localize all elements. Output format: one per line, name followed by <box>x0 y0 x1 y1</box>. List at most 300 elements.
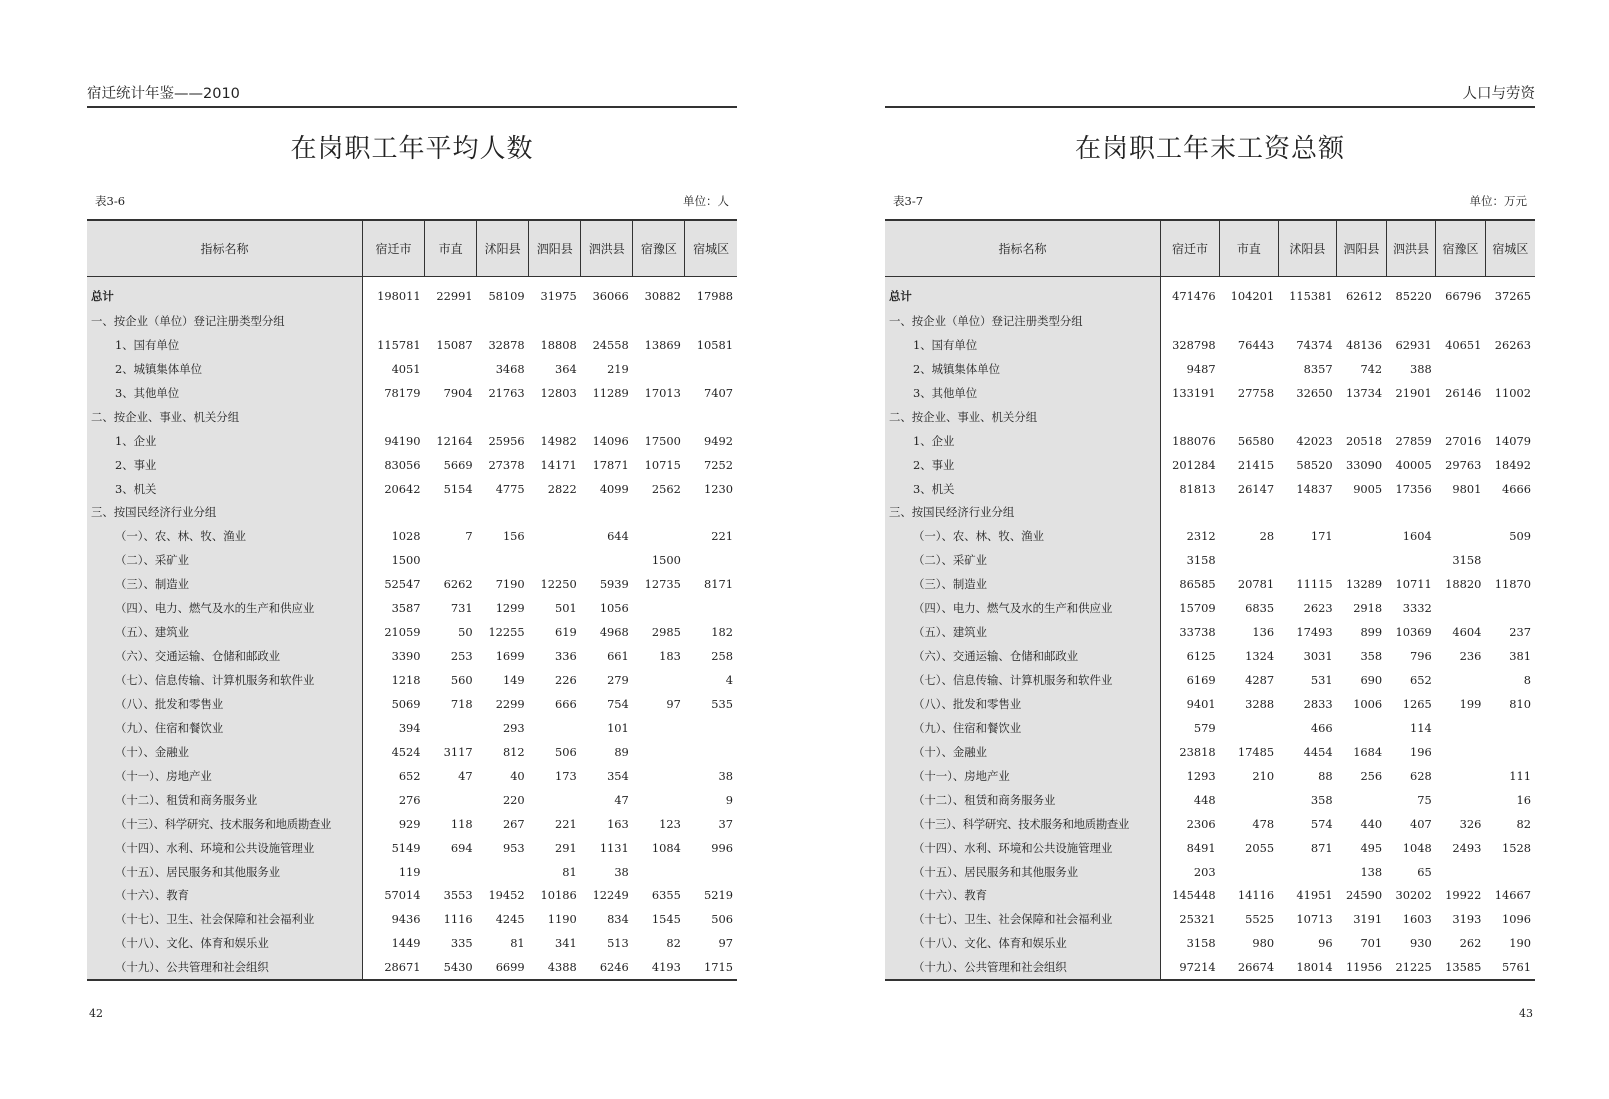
table-cell: 12803 <box>540 385 577 400</box>
table-cell: 163 <box>607 816 629 831</box>
table-cell <box>425 548 477 572</box>
table-cell: 13289 <box>1345 577 1383 592</box>
row-label: （十七）、卫生、社会保障和社会福利业 <box>87 907 363 931</box>
table-cell: 17356 <box>1395 481 1432 496</box>
table-cell: 4 <box>725 673 733 688</box>
table-cell: 81813 <box>1179 481 1216 496</box>
table-cell: 20781 <box>1237 577 1275 592</box>
table-cell <box>685 596 737 620</box>
row-label: （十）、金融业 <box>87 740 363 764</box>
table-cell: 11956 <box>1337 955 1387 980</box>
table-cell: 560 <box>450 673 473 688</box>
table-cell: 19922 <box>1445 888 1482 903</box>
row-label: （九）、住宿和餐饮业 <box>885 716 1161 740</box>
table-cell: 731 <box>450 601 473 616</box>
table-cell: 25956 <box>488 433 525 448</box>
table-cell: 328798 <box>1172 337 1216 352</box>
table-cell: 24590 <box>1345 888 1383 903</box>
table-cell <box>1436 860 1486 884</box>
table-cell: 276 <box>398 792 421 807</box>
table-cell: 221 <box>555 816 577 831</box>
table-cell: 27378 <box>488 457 525 472</box>
table-cell: 11289 <box>592 385 629 400</box>
table-row <box>885 620 1535 644</box>
table-cell: 182 <box>711 625 733 640</box>
row-label: （二）、采矿业 <box>885 548 1161 572</box>
row-label: 总计 <box>885 277 1161 310</box>
column-header: 市直 <box>425 220 477 277</box>
row-label: （七）、信息传输、计算机服务和软件业 <box>87 668 363 692</box>
table-cell <box>633 357 685 381</box>
table-cell: 3191 <box>1353 912 1383 927</box>
table-cell: 8 <box>1523 673 1531 688</box>
table-cell: 929 <box>398 816 421 831</box>
table-cell: 33090 <box>1345 457 1383 472</box>
row-label: （八）、批发和零售业 <box>87 692 363 716</box>
table-cell: 1265 <box>1402 696 1432 711</box>
table-cell: 5430 <box>425 955 477 980</box>
table-cell: 466 <box>1310 720 1333 735</box>
row-label: （十六）、教育 <box>87 884 363 908</box>
row-label: 2、事业 <box>885 453 1161 477</box>
table-cell: 6246 <box>581 955 633 980</box>
table-cell: 3587 <box>391 601 421 616</box>
table-cell <box>363 309 425 333</box>
table-cell: 9 <box>725 792 733 807</box>
table-cell: 10186 <box>540 888 577 903</box>
table-cell <box>477 309 529 333</box>
table-cell <box>363 501 425 525</box>
table-cell <box>685 405 737 429</box>
table-cell: 718 <box>450 696 473 711</box>
table-row <box>885 501 1535 525</box>
row-label: 3、其他单位 <box>885 381 1161 405</box>
row-label: （十七）、卫生、社会保障和社会福利业 <box>885 907 1161 931</box>
table-cell: 14171 <box>540 457 577 472</box>
table-cell <box>1485 309 1535 333</box>
table-cell: 388 <box>1410 361 1432 376</box>
table-cell: 1299 <box>495 601 525 616</box>
table-cell: 123 <box>659 816 681 831</box>
table-row <box>87 620 737 644</box>
running-head-text: 人口与劳资 <box>1462 86 1535 102</box>
table-cell <box>363 405 425 429</box>
table-cell: 78179 <box>384 385 421 400</box>
row-label: （三）、制造业 <box>885 572 1161 596</box>
table-cell: 81 <box>510 936 525 951</box>
table-row <box>885 884 1535 908</box>
table-cell: 10715 <box>644 457 681 472</box>
table-row <box>87 572 737 596</box>
row-label: 二、按企业、事业、机关分组 <box>885 405 1161 429</box>
table-cell: 37 <box>718 816 733 831</box>
table-cell: 81 <box>562 864 577 879</box>
table-cell <box>633 788 685 812</box>
table-cell: 26263 <box>1494 337 1531 352</box>
table-cell: 58109 <box>488 289 525 303</box>
table-cell: 82 <box>1516 816 1531 831</box>
row-label: 一、按企业（单位）登记注册类型分组 <box>885 309 1161 333</box>
table-cell: 11002 <box>1494 385 1531 400</box>
table-cell <box>1220 860 1279 884</box>
table-cell: 4454 <box>1303 744 1333 759</box>
table-cell: 1218 <box>391 673 421 688</box>
table-cell: 14116 <box>1237 888 1275 903</box>
table-cell: 364 <box>555 361 577 376</box>
table-cell: 220 <box>502 792 525 807</box>
table-cell <box>1220 716 1279 740</box>
table-cell <box>425 357 477 381</box>
table-cell: 574 <box>1310 816 1333 831</box>
table-cell: 899 <box>1360 625 1383 640</box>
table-cell: 5219 <box>704 888 733 903</box>
table-cell: 75 <box>1417 792 1432 807</box>
table-cell <box>1436 668 1486 692</box>
table-cell: 7904 <box>443 385 473 400</box>
table-cell: 1500 <box>651 553 681 568</box>
table-cell: 18808 <box>540 337 577 352</box>
table-cell: 701 <box>1360 936 1383 951</box>
row-label: 1、企业 <box>87 429 363 453</box>
table-cell <box>529 501 581 525</box>
table-row <box>885 596 1535 620</box>
table-row <box>87 548 737 572</box>
table-cell <box>529 548 581 572</box>
table-cell <box>1485 716 1535 740</box>
table-cell: 535 <box>711 696 733 711</box>
table-cell: 48136 <box>1345 337 1383 352</box>
table-cell: 953 <box>502 840 525 855</box>
row-label: 1、国有单位 <box>87 333 363 357</box>
table-cell <box>529 405 581 429</box>
table-cell: 7190 <box>495 577 525 592</box>
table-row <box>885 572 1535 596</box>
table-cell <box>581 309 633 333</box>
table-cell <box>425 309 477 333</box>
table-cell: 12250 <box>540 577 577 592</box>
page-number: 43 <box>1519 1007 1533 1020</box>
row-label: （五）、建筑业 <box>87 620 363 644</box>
table-cell: 40651 <box>1445 337 1482 352</box>
table-cell: 4666 <box>1502 481 1531 496</box>
table-cell: 336 <box>555 649 577 664</box>
table-cell: 258 <box>711 649 733 664</box>
table-cell: 262 <box>1459 936 1482 951</box>
table-cell: 133191 <box>1172 385 1216 400</box>
table-cell: 1293 <box>1186 768 1216 783</box>
table-cell: 8357 <box>1303 361 1333 376</box>
table-cell: 21415 <box>1237 457 1275 472</box>
table-cell: 30202 <box>1395 888 1432 903</box>
table-row <box>87 668 737 692</box>
table-row <box>87 692 737 716</box>
table-cell <box>477 548 529 572</box>
table-cell <box>477 501 529 525</box>
table-cell: 531 <box>1310 673 1333 688</box>
table-cell: 20518 <box>1345 433 1383 448</box>
table-cell: 4287 <box>1245 673 1275 688</box>
table-cell: 506 <box>555 744 577 759</box>
table-cell: 796 <box>1410 649 1432 664</box>
column-header: 指标名称 <box>885 220 1161 277</box>
table-cell: 3031 <box>1303 649 1333 664</box>
table-cell: 1545 <box>651 912 681 927</box>
table-row <box>87 884 737 908</box>
table-cell <box>425 501 477 525</box>
table-cell: 21225 <box>1386 955 1436 980</box>
table-cell: 6125 <box>1186 649 1216 664</box>
running-head <box>885 84 1535 108</box>
row-label: （十五）、居民服务和其他服务业 <box>87 860 363 884</box>
row-label: （四）、电力、燃气及水的生产和供应业 <box>87 596 363 620</box>
column-header: 市直 <box>1220 220 1279 277</box>
table-cell: 267 <box>502 816 525 831</box>
table-row <box>87 453 737 477</box>
table-cell: 652 <box>1410 673 1432 688</box>
table-cell: 173 <box>555 768 577 783</box>
row-label: 3、其他单位 <box>87 381 363 405</box>
table-header-row <box>885 220 1535 277</box>
table-cell: 1449 <box>391 936 421 951</box>
table-cell: 1056 <box>599 601 629 616</box>
table-cell: 812 <box>502 744 525 759</box>
table-cell: 1131 <box>599 840 629 855</box>
table-cell <box>425 405 477 429</box>
table-cell: 30882 <box>644 289 681 303</box>
table-cell <box>1278 548 1337 572</box>
table-cell <box>1386 501 1436 525</box>
table-cell: 62931 <box>1395 337 1432 352</box>
table-cell: 17871 <box>592 457 629 472</box>
table-cell: 1084 <box>651 840 681 855</box>
table-cell: 1048 <box>1402 840 1432 855</box>
table-cell: 19452 <box>488 888 525 903</box>
row-label: （十八）、文化、体育和娱乐业 <box>885 931 1161 955</box>
table-cell: 21059 <box>384 625 421 640</box>
table-cell <box>1161 405 1220 429</box>
table-cell: 183 <box>659 649 681 664</box>
table-cell: 114 <box>1410 720 1432 735</box>
table-cell <box>1485 405 1535 429</box>
table-row <box>87 501 737 525</box>
table-cell <box>633 405 685 429</box>
column-header: 宿迁市 <box>1161 220 1220 277</box>
table-cell: 9487 <box>1186 361 1216 376</box>
table-cell: 279 <box>607 673 629 688</box>
row-label: （十一）、房地产业 <box>87 764 363 788</box>
table-cell: 644 <box>607 529 629 544</box>
table-row <box>885 812 1535 836</box>
table-row <box>87 955 737 980</box>
table-cell: 2623 <box>1303 601 1333 616</box>
table-cell: 10711 <box>1395 577 1432 592</box>
table-cell: 83056 <box>384 457 421 472</box>
table-cell <box>581 548 633 572</box>
table-cell <box>1485 357 1535 381</box>
table-cell: 9492 <box>704 433 733 448</box>
table-cell: 17485 <box>1237 744 1275 759</box>
table-row <box>87 333 737 357</box>
table-cell: 32650 <box>1296 385 1333 400</box>
table-cell <box>1485 860 1535 884</box>
table-row <box>885 381 1535 405</box>
row-label: （七）、信息传输、计算机服务和软件业 <box>885 668 1161 692</box>
table-cell <box>1436 405 1486 429</box>
table-row <box>87 477 737 501</box>
table-row <box>87 596 737 620</box>
table-cell: 156 <box>502 529 525 544</box>
table-cell: 501 <box>555 601 577 616</box>
table-cell <box>1485 596 1535 620</box>
page-title: 在岗职工年平均人数 <box>290 134 534 164</box>
table-cell: 37265 <box>1494 289 1531 303</box>
table-cell: 509 <box>1509 529 1531 544</box>
table-cell <box>425 716 477 740</box>
table-cell <box>477 860 529 884</box>
column-header: 指标名称 <box>87 220 363 277</box>
table-cell: 26674 <box>1220 955 1279 980</box>
table-cell: 326 <box>1459 816 1482 831</box>
unit-label: 单位：万元 <box>1469 194 1527 208</box>
table-cell: 104201 <box>1230 289 1275 303</box>
column-header: 宿豫区 <box>1436 220 1486 277</box>
table-cell: 5669 <box>443 457 473 472</box>
row-label: （三）、制造业 <box>87 572 363 596</box>
table-cell <box>1436 501 1486 525</box>
table-cell: 1604 <box>1402 529 1432 544</box>
table-cell: 4524 <box>391 744 421 759</box>
table-cell: 18014 <box>1278 955 1337 980</box>
table-cell <box>633 524 685 548</box>
table-cell: 1006 <box>1353 696 1383 711</box>
row-label: （十四）、水利、环境和公共设施管理业 <box>87 836 363 860</box>
table-cell: 57014 <box>384 888 421 903</box>
table-cell <box>633 860 685 884</box>
table-cell: 97214 <box>1161 955 1220 980</box>
table-row <box>885 740 1535 764</box>
row-label: （九）、住宿和餐饮业 <box>87 716 363 740</box>
table-cell: 381 <box>1509 649 1531 664</box>
table-cell: 930 <box>1410 936 1432 951</box>
table-cell <box>633 309 685 333</box>
table-cell: 7 <box>465 529 473 544</box>
table-cell: 2833 <box>1303 696 1333 711</box>
row-label: （十九）、公共管理和社会组织 <box>885 955 1161 980</box>
table-cell: 171 <box>1310 529 1333 544</box>
table-cell: 5154 <box>443 481 473 496</box>
right-page <box>885 0 1535 1099</box>
table-cell: 358 <box>1310 792 1333 807</box>
table-cell: 58520 <box>1296 457 1333 472</box>
table-cell: 101 <box>607 720 629 735</box>
table-cell: 4193 <box>633 955 685 980</box>
table-cell: 293 <box>502 720 525 735</box>
table-cell: 15087 <box>436 337 473 352</box>
table-cell: 9005 <box>1353 481 1383 496</box>
table-header-row <box>87 220 737 277</box>
table-cell: 440 <box>1360 816 1383 831</box>
table-cell: 13869 <box>644 337 681 352</box>
table-cell: 12249 <box>592 888 629 903</box>
table-row <box>87 381 737 405</box>
table-cell: 40005 <box>1395 457 1432 472</box>
table-row <box>885 477 1535 501</box>
table-cell: 1699 <box>495 649 525 664</box>
table-cell: 1028 <box>391 529 421 544</box>
table-cell <box>1278 405 1337 429</box>
table-cell: 94190 <box>384 433 421 448</box>
row-label: （十五）、居民服务和其他服务业 <box>885 860 1161 884</box>
table-cell <box>1386 548 1436 572</box>
table-cell: 354 <box>607 768 629 783</box>
table-cell: 25321 <box>1179 912 1216 927</box>
table-cell: 5149 <box>391 840 421 855</box>
table-row <box>885 716 1535 740</box>
table-cell: 513 <box>607 936 629 951</box>
table-cell: 17013 <box>644 385 681 400</box>
table-cell: 50 <box>458 625 473 640</box>
table-row <box>885 357 1535 381</box>
table-cell: 4245 <box>495 912 525 927</box>
table-cell <box>1436 357 1486 381</box>
table-row <box>885 955 1535 980</box>
table-cell <box>581 501 633 525</box>
table-cell: 62612 <box>1345 289 1383 303</box>
table-cell: 579 <box>1193 720 1216 735</box>
table-cell <box>1436 309 1486 333</box>
table-cell: 2918 <box>1353 601 1383 616</box>
row-label: 三、按国民经济行业分组 <box>885 501 1161 525</box>
table-cell: 56580 <box>1237 433 1275 448</box>
table-cell: 1190 <box>547 912 577 927</box>
column-header: 沭阳县 <box>477 220 529 277</box>
row-label: 总计 <box>87 277 363 310</box>
table-cell: 17493 <box>1296 625 1333 640</box>
table-cell: 996 <box>711 840 733 855</box>
table-row <box>87 764 737 788</box>
table-cell <box>581 405 633 429</box>
table-cell <box>1485 740 1535 764</box>
table-cell <box>633 596 685 620</box>
table-cell: 4775 <box>495 481 525 496</box>
table-cell: 149 <box>502 673 525 688</box>
table-cell: 335 <box>450 936 473 951</box>
table-cell: 628 <box>1410 768 1432 783</box>
table-cell: 1715 <box>685 955 737 980</box>
table-cell <box>1337 405 1387 429</box>
page-number: 42 <box>89 1007 103 1020</box>
table-cell: 221 <box>711 529 733 544</box>
table-cell: 6169 <box>1186 673 1216 688</box>
table-cell <box>685 309 737 333</box>
table-cell <box>1436 524 1486 548</box>
table-cell: 1528 <box>1502 840 1531 855</box>
table-cell: 33738 <box>1179 625 1216 640</box>
table-cell: 27016 <box>1445 433 1482 448</box>
table-cell: 8171 <box>704 577 733 592</box>
table-row <box>87 907 737 931</box>
table-cell: 40 <box>510 768 525 783</box>
table-row <box>87 740 737 764</box>
table-cell: 14096 <box>592 433 629 448</box>
table-cell <box>1337 548 1387 572</box>
table-cell: 394 <box>398 720 421 735</box>
table-cell: 86585 <box>1179 577 1216 592</box>
row-label: （十三）、科学研究、技术服务和地质勘查业 <box>885 812 1161 836</box>
table-cell: 41951 <box>1296 888 1333 903</box>
table-cell: 3158 <box>1186 936 1216 951</box>
column-header: 宿迁市 <box>363 220 425 277</box>
